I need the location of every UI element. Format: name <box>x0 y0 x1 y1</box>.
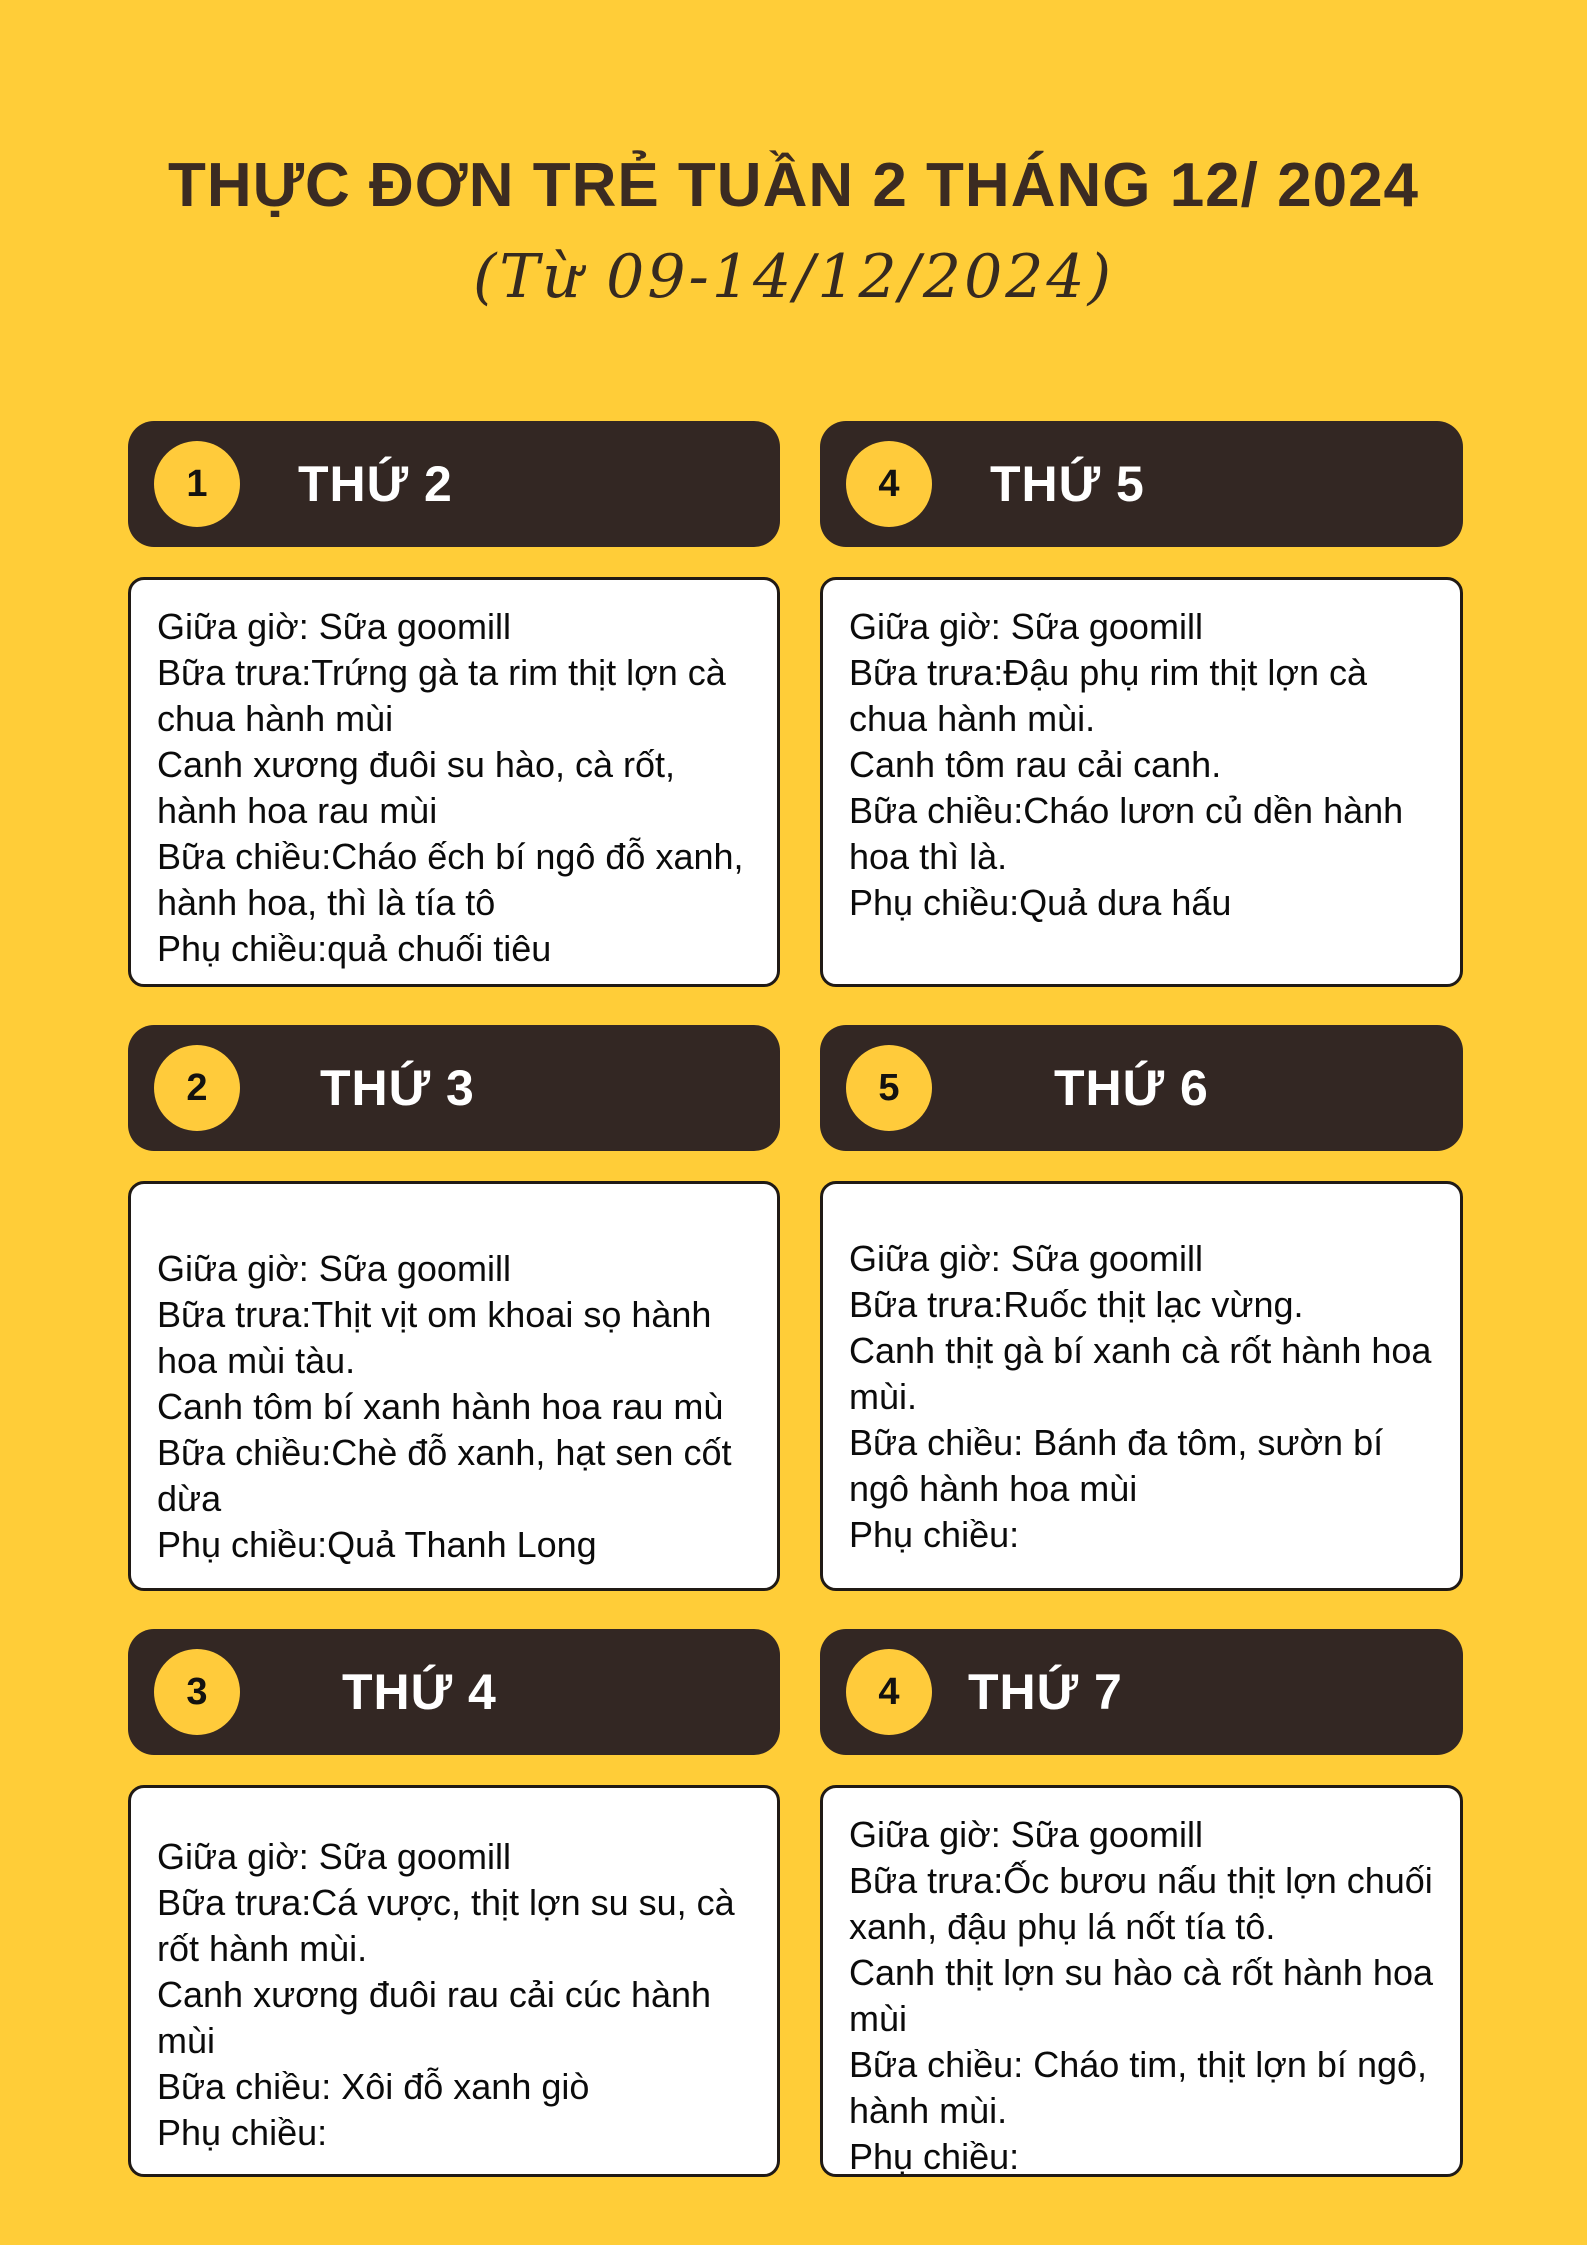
menu-line-phu-chieu: Phụ chiều:Quả Thanh Long <box>157 1524 597 1565</box>
menu-line-bua-trua: Bữa trưa:Thịt vịt om khoai sọ hành hoa mùi tàu. <box>157 1294 712 1381</box>
day-number-badge: 5 <box>846 1045 932 1131</box>
card-header <box>820 421 1463 547</box>
card-header <box>128 1629 780 1755</box>
day-label: THỨ 4 <box>342 1664 497 1720</box>
day-label: THỨ 5 <box>990 456 1145 512</box>
menu-line-phu-chieu: Phụ chiều: <box>157 2112 328 2153</box>
card-header <box>128 1025 780 1151</box>
menu-line-bua-trua: Bữa trưa:Trứng gà ta rim thịt lợn cà chua hành mùi <box>157 652 726 739</box>
page-title: THỰC ĐƠN TRẺ TUẦN 2 THÁNG 12/ 2024 <box>167 151 1420 220</box>
menu-line-bua-trua: Bữa trưa:Ruốc thịt lạc vừng. <box>849 1284 1304 1325</box>
menu-line-bua-chieu: Bữa chiều:Chè đỗ xanh, hạt sen cốt dừa <box>157 1432 732 1519</box>
day-number-badge: 3 <box>154 1649 240 1735</box>
menu-line-bua-trua: Bữa trưa:Cá vược, thịt lợn su su, cà rốt hành mùi. <box>157 1882 735 1969</box>
menu-text <box>820 1181 1463 1591</box>
menu-line-giua-gio: Giữa giờ: Sữa goomill <box>849 1814 1203 1855</box>
menu-line-bua-chieu: Bữa chiều: Cháo tim, thịt lợn bí ngô, hành mùi. <box>849 2044 1428 2131</box>
menu-line-bua-chieu: Bữa chiều: Bánh đa tôm, sườn bí ngô hành hoa mùi <box>849 1422 1384 1509</box>
menu-line-phu-chieu: Phụ chiều: <box>849 2136 1020 2177</box>
card-header <box>820 1025 1463 1151</box>
menu-grid <box>128 421 1463 2177</box>
menu-line-giua-gio: Giữa giờ: Sữa goomill <box>849 1238 1203 1279</box>
menu-line-phu-chieu: Phụ chiều:Quả dưa hấu <box>849 882 1232 923</box>
card-header <box>128 421 780 547</box>
day-number-badge: 4 <box>846 1649 932 1735</box>
menu-text <box>128 1785 780 2177</box>
menu-line-bua-chieu: Bữa chiều: Xôi đỗ xanh giò <box>157 2066 590 2107</box>
day-number-badge: 2 <box>154 1045 240 1131</box>
menu-line-bua-trua: Bữa trưa:Ốc bươu nấu thịt lợn chuối xanh, đậu phụ lá nốt tía tô. <box>849 1860 1433 1947</box>
menu-line-canh: Canh thịt lợn su hào cà rốt hành hoa mùi <box>849 1952 1433 2039</box>
card-header <box>820 1629 1463 1755</box>
day-number-badge: 4 <box>846 441 932 527</box>
menu-card-thu-4 <box>128 1629 780 2177</box>
menu-card-thu-5 <box>820 421 1463 987</box>
day-label: THỨ 7 <box>968 1664 1123 1720</box>
menu-line-giua-gio: Giữa giờ: Sữa goomill <box>157 606 511 647</box>
menu-text <box>128 1181 780 1591</box>
menu-text <box>128 577 780 987</box>
day-label: THỨ 2 <box>298 456 453 512</box>
menu-card-thu-2 <box>128 421 780 987</box>
menu-card-thu-7 <box>820 1629 1463 2177</box>
day-label: THỨ 6 <box>1054 1060 1209 1116</box>
date-range: (Từ 09-14/12/2024) <box>473 242 1114 312</box>
menu-text <box>820 577 1463 987</box>
menu-line-bua-trua: Bữa trưa:Đậu phụ rim thịt lợn cà chua hành mùi. <box>849 652 1368 739</box>
menu-card-thu-6 <box>820 1025 1463 1591</box>
menu-line-canh: Canh xương đuôi su hào, cà rốt, hành hoa rau mùi <box>157 744 676 831</box>
menu-line-giua-gio: Giữa giờ: Sữa goomill <box>849 606 1203 647</box>
day-label: THỨ 3 <box>320 1060 475 1116</box>
menu-line-bua-chieu: Bữa chiều:Cháo lươn củ dền hành hoa thì là. <box>849 790 1404 877</box>
menu-line-giua-gio: Giữa giờ: Sữa goomill <box>157 1248 511 1289</box>
menu-line-phu-chieu: Phụ chiều:quả chuối tiêu <box>157 928 552 969</box>
menu-line-giua-gio: Giữa giờ: Sữa goomill <box>157 1836 511 1877</box>
day-number-badge: 1 <box>154 441 240 527</box>
menu-line-phu-chieu: Phụ chiều: <box>849 1514 1020 1555</box>
menu-line-canh: Canh xương đuôi rau cải cúc hành mùi <box>157 1974 712 2061</box>
menu-text <box>820 1785 1463 2177</box>
menu-card-thu-3 <box>128 1025 780 1591</box>
menu-line-canh: Canh tôm rau cải canh. <box>849 744 1222 785</box>
menu-line-canh: Canh tôm bí xanh hành hoa rau mù <box>157 1386 724 1427</box>
menu-line-canh: Canh thịt gà bí xanh cà rốt hành hoa mùi. <box>849 1330 1432 1417</box>
menu-line-bua-chieu: Bữa chiều:Cháo ếch bí ngô đỗ xanh, hành hoa, thì là tía tô <box>157 836 744 923</box>
